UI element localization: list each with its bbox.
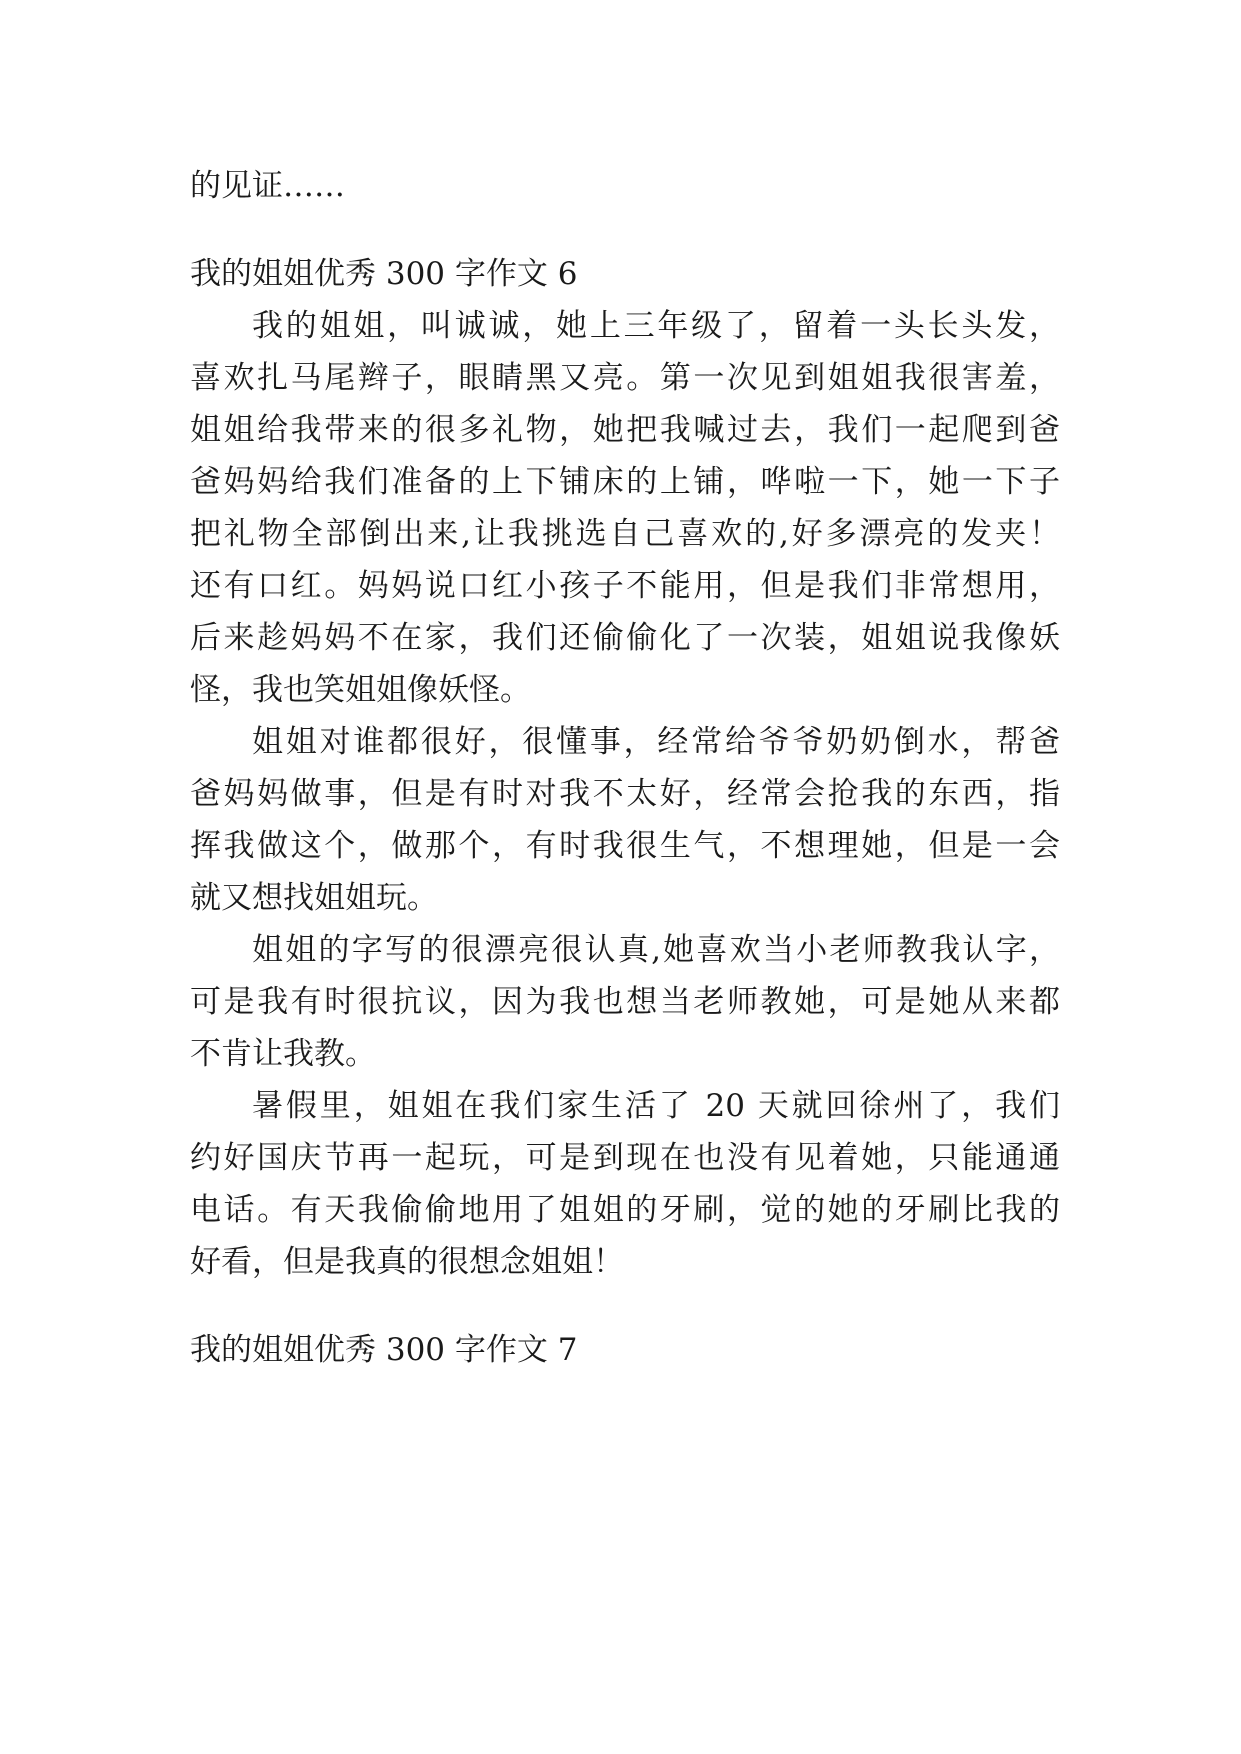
essay-6-line: 不肯让我教。 [190, 1036, 376, 1072]
essay-6-line: 电话。有天我偷偷地用了姐姐的牙刷，觉的她的牙刷比我的 [190, 1192, 1060, 1228]
essay-6-line: 还有口红。妈妈说口红小孩子不能用，但是我们非常想用， [190, 568, 1060, 604]
essay-6-heading: 我的姐姐优秀 300 字作文 6 [190, 256, 578, 292]
essay-6-line: 爸妈妈给我们准备的上下铺床的上铺，哗啦一下，她一下子 [190, 464, 1060, 500]
essay-6-line: 姐姐给我带来的很多礼物，她把我喊过去，我们一起爬到爸 [190, 412, 1060, 448]
essay-6-line: 怪，我也笑姐姐像妖怪。 [190, 672, 531, 708]
essay-6-line: 姐姐对谁都很好，很懂事，经常给爷爷奶奶倒水，帮爸 [252, 724, 1060, 760]
essay-6-line: 约好国庆节再一起玩，可是到现在也没有见着她，只能通通 [190, 1140, 1060, 1176]
essay-6-line: 后来趁妈妈不在家，我们还偷偷化了一次装，姐姐说我像妖 [190, 620, 1060, 656]
essay-6-line: 姐姐的字写的很漂亮很认真,她喜欢当小老师教我认字， [252, 932, 1060, 968]
essay-6-line: 好看，但是我真的很想念姐姐！ [190, 1244, 624, 1280]
essay-6-line: 喜欢扎马尾辫子，眼睛黑又亮。第一次见到姐姐我很害羞， [190, 360, 1060, 396]
continuation-text: 的见证…… [190, 168, 345, 204]
essay-6-line: 可是我有时很抗议，因为我也想当老师教她，可是她从来都 [190, 984, 1060, 1020]
essay-6-line: 就又想找姐姐玩。 [190, 880, 438, 916]
essay-6-line: 挥我做这个，做那个，有时我很生气，不想理她，但是一会 [190, 828, 1060, 864]
essay-6-line: 爸妈妈做事，但是有时对我不太好，经常会抢我的东西，指 [190, 776, 1060, 812]
essay-6-line: 我的姐姐，叫诚诚，她上三年级了，留着一头长头发， [252, 308, 1060, 344]
essay-7-heading: 我的姐姐优秀 300 字作文 7 [190, 1332, 578, 1368]
essay-6-line: 暑假里，姐姐在我们家生活了 20 天就回徐州了，我们 [252, 1088, 1060, 1124]
essay-6-line: 把礼物全部倒出来,让我挑选自己喜欢的,好多漂亮的发夹！ [190, 516, 1060, 552]
